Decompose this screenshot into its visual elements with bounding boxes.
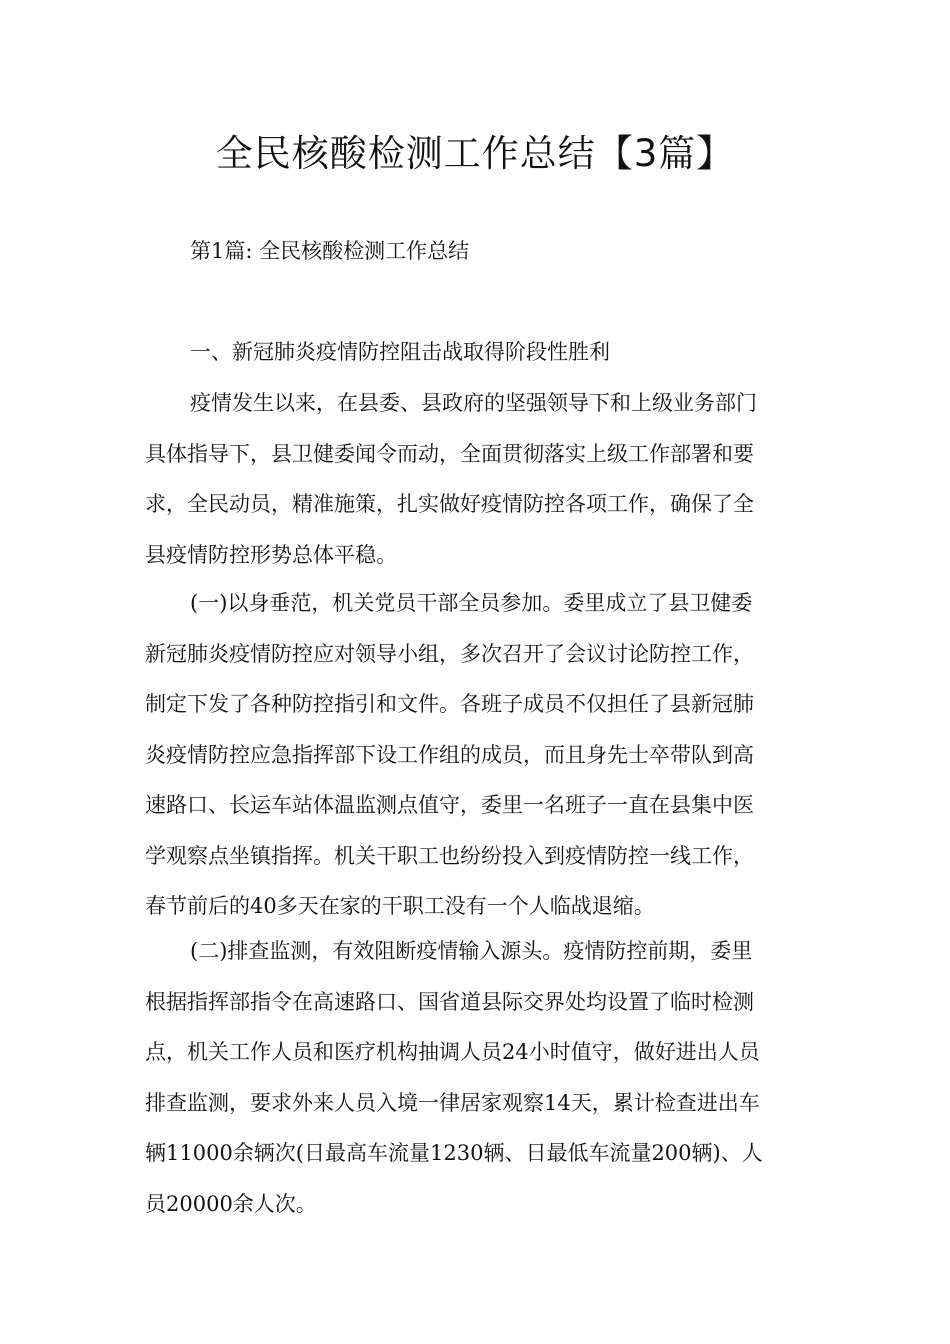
paragraph-line: 春节前后的40多天在家的干职工没有一个人临战退缩。 xyxy=(145,894,655,918)
paragraph-line: 县疫情防控形势总体平稳。 xyxy=(145,542,397,567)
paragraph-line: 辆11000余辆次(日最高车流量1230辆、日最低车流量200辆)、人 xyxy=(145,1141,763,1165)
body-paragraph xyxy=(145,926,815,1229)
paragraph-line: 求，全民动员，精准施策，扎实做好疫情防控各项工作，确保了全 xyxy=(145,492,754,516)
body-paragraph xyxy=(145,378,815,580)
paragraph-line: 根据指挥部指令在高速路口、国省道县际交界处均设置了临时检测 xyxy=(145,989,754,1014)
paragraph-line: 员20000余人次。 xyxy=(145,1191,317,1216)
paragraph-line: 新冠肺炎疫情防控应对领导小组，多次召开了会议讨论防控工作， xyxy=(145,641,754,666)
document-title: 全民核酸检测工作总结【3篇】 xyxy=(215,132,735,175)
paragraph-line: 炎疫情防控应急指挥部下设工作组的成员，而且身先士卒带队到高 xyxy=(145,742,754,767)
paragraph-line: 具体指导下，县卫健委闻令而动，全面贯彻落实上级工作部署和要 xyxy=(145,441,754,466)
paragraph-line: 速路口、长运车站体温监测点值守，委里一名班子一直在县集中医 xyxy=(145,793,754,817)
paragraph-line: 制定下发了各种防控指引和文件。各班子成员不仅担任了县新冠肺 xyxy=(145,692,754,716)
section-heading: 一、新冠肺炎疫情防控阻击战取得阶段性胜利 xyxy=(190,340,610,364)
paragraph-line: 学观察点坐镇指挥。机关干职工也纷纷投入到疫情防控一线工作， xyxy=(145,843,754,868)
paragraph-line: 排查监测，要求外来人员入境一律居家观察14天，累计检查进出车 xyxy=(145,1090,760,1115)
body-paragraph xyxy=(145,578,815,932)
paragraph-line: 点，机关工作人员和医疗机构抽调人员24小时值守，做好进出人员 xyxy=(145,1040,760,1064)
paragraph-line: 疫情发生以来，在县委、县政府的坚强领导下和上级业务部门 xyxy=(190,391,757,415)
document-subtitle: 第1篇: 全民核酸检测工作总结 xyxy=(190,239,470,263)
paragraph-line: (一)以身垂范，机关党员干部全员参加。委里成立了县卫健委 xyxy=(190,591,753,615)
paragraph-line: (二)排查监测，有效阻断疫情输入源头。疫情防控前期，委里 xyxy=(190,939,753,963)
